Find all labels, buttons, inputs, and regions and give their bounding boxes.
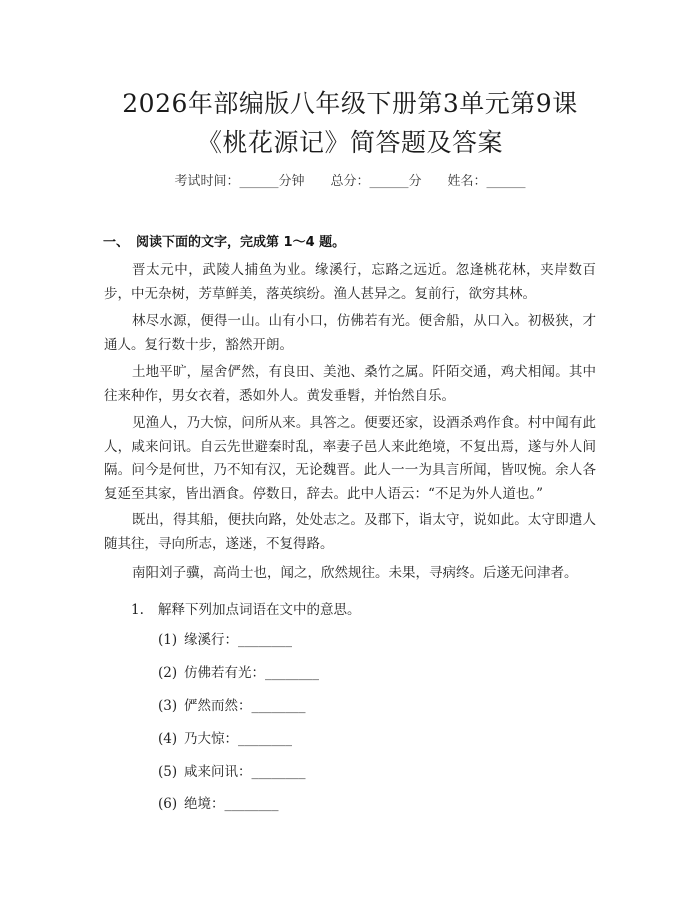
question-number: 1. bbox=[131, 602, 144, 618]
passage-paragraph: 见渔人，乃大惊，问所从来。具答之。便要还家，设酒杀鸡作食。村中闻有此人，咸来问讯。自云先世避秦时乱，率妻子邑人来此绝境，不复出焉，遂与外人间隔。问今是何世，乃不知有汉，无论魏晋。此人一一为具言所闻，皆叹惋。余人各复延至其家，皆出酒食。停数日，辞去。此中人语云：“不足为外人道也。” bbox=[104, 415, 596, 502]
sub-question-number: (1) bbox=[158, 632, 178, 648]
passage-paragraph: 晋太元中，武陵人捕鱼为业。缘溪行，忘路之远近。忽逢桃花林，夹岸数百步，中无杂树，芳草鲜美，落英缤纷。渔人甚异之。复前行，欲穷其林。 bbox=[104, 262, 596, 302]
sub-question bbox=[158, 694, 306, 714]
sub-question bbox=[158, 792, 279, 812]
sub-question-number: (2) bbox=[158, 665, 178, 681]
sub-question bbox=[158, 628, 292, 648]
sub-question-number: (6) bbox=[158, 796, 178, 812]
sub-question-text: 咸来问讯：________ bbox=[184, 764, 306, 780]
name-field: 姓名：______ bbox=[447, 174, 526, 189]
section-number: 一、 bbox=[103, 235, 130, 250]
question-1 bbox=[131, 598, 361, 618]
sub-question-number: (3) bbox=[158, 698, 178, 714]
passage-paragraph: 林尽水源，便得一山。山有小口，仿佛若有光。便舍船，从口入。初极狭，才通人。复行数十步，豁然开朗。 bbox=[104, 313, 596, 353]
exam-time: 考试时间：______分钟 bbox=[174, 174, 305, 189]
sub-question-text: 缘溪行：________ bbox=[184, 632, 292, 648]
sub-question bbox=[158, 760, 306, 780]
sub-question-text: 乃大惊：________ bbox=[184, 731, 292, 747]
sub-question-text: 仿佛若有光：________ bbox=[184, 665, 319, 681]
exam-meta bbox=[0, 170, 700, 189]
sub-question-number: (4) bbox=[158, 731, 178, 747]
total-score: 总分：______分 bbox=[330, 174, 422, 189]
title-line-2: 《桃花源记》简答题及答案 bbox=[196, 128, 503, 157]
question-text: 解释下列加点词语在文中的意思。 bbox=[158, 602, 361, 618]
sub-question-text: 绝境：________ bbox=[184, 796, 279, 812]
passage-paragraph: 南阳刘子骥，高尚士也，闻之，欣然规往。未果，寻病终。后遂无问津者。 bbox=[132, 565, 578, 581]
section-title: 阅读下面的文字，完成第 1～4 题。 bbox=[136, 235, 346, 250]
sub-question-text: 俨然而然：________ bbox=[184, 698, 306, 714]
sub-question bbox=[158, 727, 292, 747]
sub-question bbox=[158, 661, 319, 681]
passage-paragraph: 既出，得其船，便扶向路，处处志之。及郡下，诣太守，说如此。太守即遣人随其往，寻向所志，遂迷，不复得路。 bbox=[104, 512, 596, 552]
passage-paragraph: 土地平旷，屋舍俨然，有良田、美池、桑竹之属。阡陌交通，鸡犬相闻。其中往来种作，男女衣着，悉如外人。黄发垂髫，并怡然自乐。 bbox=[104, 364, 596, 404]
title-line-1: 2026年部编版八年级下册第3单元第9课 bbox=[122, 89, 578, 118]
sub-question-number: (5) bbox=[158, 764, 178, 780]
section-heading bbox=[103, 231, 345, 250]
